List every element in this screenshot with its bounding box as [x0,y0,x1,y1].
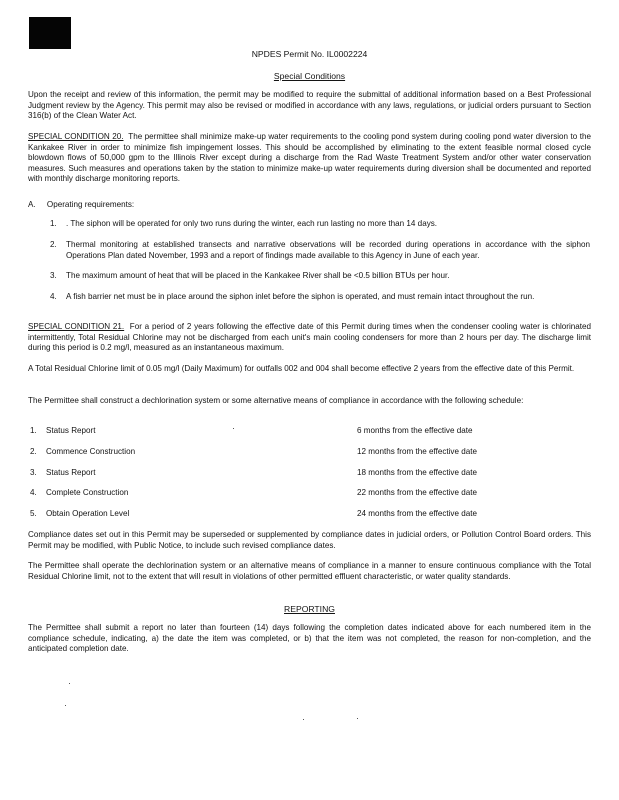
operating-requirements-heading [28,200,328,211]
schedule-row [30,509,550,520]
schedule-number: 3. [30,468,37,477]
operating-heading-letter: A. [28,200,36,209]
scan-speck [65,705,66,706]
item-text: Thermal monitoring at established transects and narrative observations will be recorded during operations in accordance with the siphon Operations Plan dated November, 1993 and a report of findings made available to this Agency in June of each year. [66,240,590,260]
special-condition-20 [28,132,591,185]
schedule-item: Status Report [46,426,96,435]
schedule-row [30,426,550,437]
schedule-item: Complete Construction [46,488,129,497]
condition-20-label: SPECIAL CONDITION 20. [28,132,124,141]
trc-limit-paragraph: A Total Residual Chlorine limit of 0.05 mg/l (Daily Maximum) for outfalls 002 and 004 shall become effective 2 years from the effective date of this Permit. [28,364,575,373]
item-text: The maximum amount of heat that will be placed in the Kankakee River shall be <0.5 billion BTUs per hour. [66,271,450,280]
special-conditions-heading: Special Conditions [273,71,346,81]
reporting-heading: REPORTING [284,604,335,614]
schedule-deadline: 12 months from the effective date [357,447,477,456]
reporting-paragraph: The Permittee shall submit a report no later than fourteen (14) days following the completion dates indicated above for each numbered item in the compliance schedule, indicating, a) the date the item was completed, or b) that the item was not completed, the reason for non-completion, and the anticipated completion date. [28,623,591,654]
scan-speck [357,718,358,719]
schedule-number: 5. [30,509,37,518]
condition-20-text: The permittee shall minimize make-up water requirements to the cooling pond system during cooling pond water diversion to the Kankakee River in order to minimize fish impingement losses. This should be accomplished by eliminating to the extent feasible normal closed cycle blowdown flows of 50,000 gpm to the Illinois River except during a discharge from the Rad Waste Treatment System and/or other water conservation measures. Such measures and operations taken by the station to minimize make-up water requirements during diversion shall be documented and reported with monthly discharge monitoring reports. [28,132,591,184]
condition-21-text: For a period of 2 years following the effective date of this Permit during times when the condenser cooling water is chlorinated intermittently, Total Residual Chlorine may not be discharged from each unit's main cooling condensers for more than 2 hours per day. The discharge limit during this period is 0.2 mg/l, measured as an instantaneous maximum. [28,322,591,353]
schedule-row [30,447,550,458]
schedule-deadline: 24 months from the effective date [357,509,477,518]
schedule-deadline: 6 months from the effective date [357,426,473,435]
item-text: A fish barrier net must be in place around the siphon inlet before the siphon is operated, and must remain intact throughout the run. [66,292,535,301]
item-number: 1. [50,219,57,228]
schedule-item: Status Report [46,468,96,477]
permit-title: NPDES Permit No. IL0002224 [251,49,368,59]
scan-speck [69,683,70,684]
schedule-deadline: 18 months from the effective date [357,468,477,477]
schedule-item: Commence Construction [46,447,136,456]
item-number: 2. [50,240,57,249]
scan-speck [233,428,234,429]
dechlorination-paragraph: The Permittee shall operate the dechlorination system or an alternative means of compliance in a manner to ensure continuous compliance with the Total Residual Chlorine limit, not to the extent that will result in violations of other permitted effluent characteristic, or water quality standards. [28,561,591,581]
special-condition-21 [28,322,591,354]
schedule-deadline: 22 months from the effective date [357,488,477,497]
item-number: 3. [50,271,57,280]
condition-21-label: SPECIAL CONDITION 21. [28,322,125,331]
schedule-intro: The Permittee shall construct a dechlorination system or some alternative means of compliance in accordance with the following schedule: [28,396,524,405]
schedule-row [30,468,550,479]
schedule-number: 4. [30,488,37,497]
schedule-number: 2. [30,447,37,456]
item-number: 4. [50,292,57,301]
intro-paragraph: Upon the receipt and review of this information, the permit may be modified to require the submittal of additional information based on a Best Professional Judgment review by the Agency. This permit may also be revised or modified in accordance with any laws, regulations, or judicial orders pursuant to Section 316(b) of the Clean Water Act. [28,90,591,121]
schedule-row [30,488,550,499]
schedule-item: Obtain Operation Level [46,509,130,518]
schedule-number: 1. [30,426,37,435]
redaction-block [29,17,71,49]
scan-speck [303,719,304,720]
compliance-dates-paragraph: Compliance dates set out in this Permit may be superseded or supplemented by compliance dates in judicial orders, or Pollution Control Board orders. This Permit may be modified, with Public Notice, to include such revised compliance dates. [28,530,591,550]
operating-heading-text: Operating requirements: [46,200,135,209]
item-text: . The siphon will be operated for only two runs during the winter, each run lasting no more than 14 days. [66,219,438,228]
